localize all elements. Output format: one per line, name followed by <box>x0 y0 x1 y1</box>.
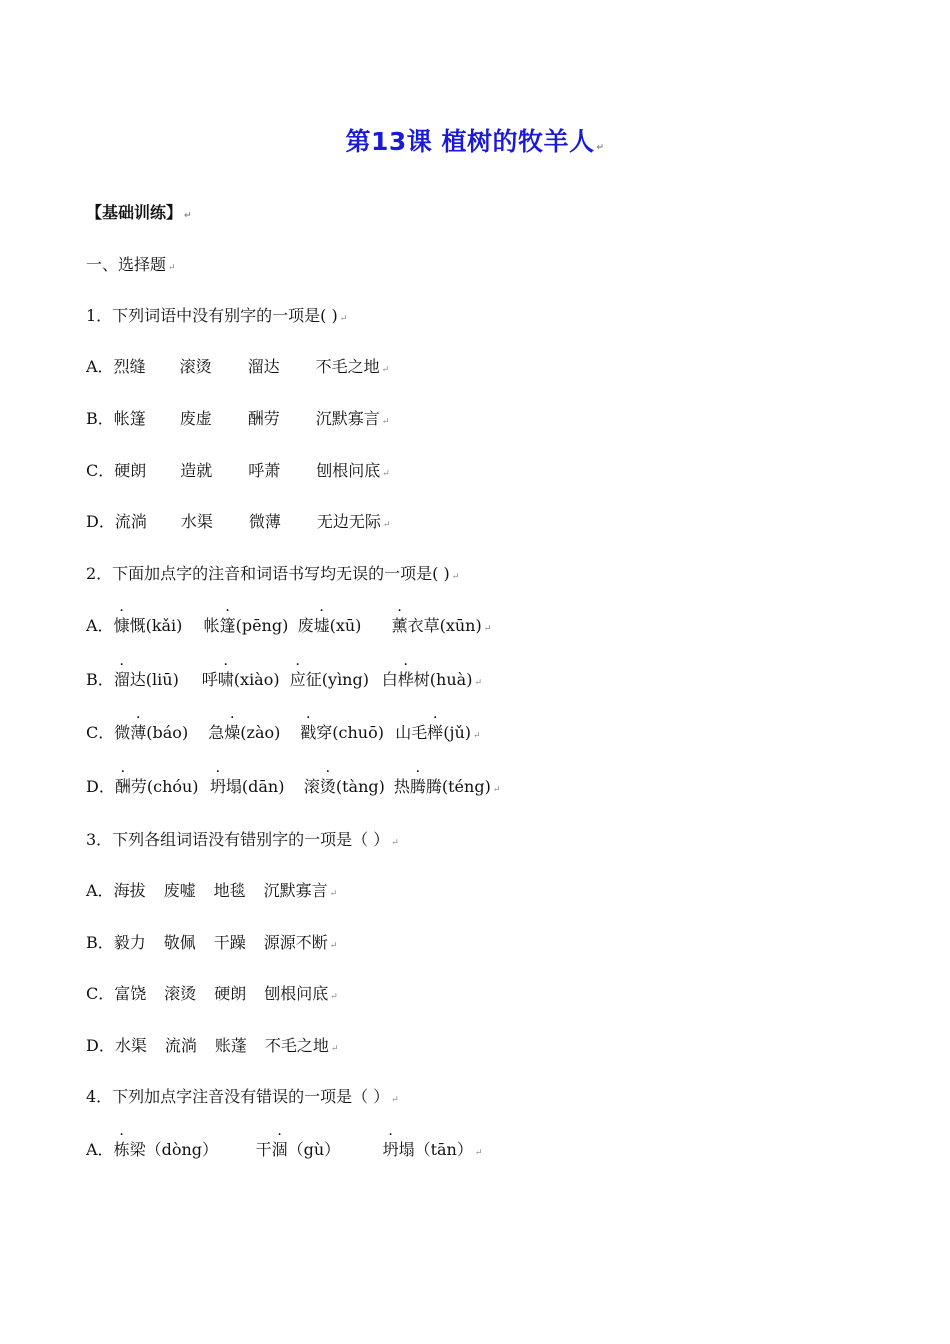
q2-option-b: B．溜达(liū) 呼啸(xiào) 应征(yìng) 白桦树(huà) ↵ <box>86 670 482 689</box>
q1-stem: 1．下列词语中没有别字的一项是( ) ↵ <box>86 306 348 325</box>
q1-option-a: A．烈缝 滚烫 溜达 不毛之地 ↵ <box>86 357 390 376</box>
q1-option-d: D．流淌 水渠 微薄 无边无际 ↵ <box>86 512 391 531</box>
q4-stem: 4．下列加点字注音没有错误的一项是（ ） ↵ <box>86 1087 399 1106</box>
page-title: 第13课 植树的牧羊人 ↵ <box>345 127 605 156</box>
q3-option-c: C．富饶 滚烫 硬朗 刨根问底 ↵ <box>86 984 338 1003</box>
q1-option-c: C．硬朗 造就 呼萧 刨根问底 ↵ <box>86 461 390 480</box>
q2-option-d: D．酬劳(chóu) 坍塌(dān) 滚烫(tàng) 热腾腾(téng) ↵ <box>86 777 501 796</box>
q3-stem: 3．下列各组词语没有错别字的一项是（ ） ↵ <box>86 830 399 849</box>
q3-option-d: D．水渠 流淌 账蓬 不毛之地 ↵ <box>86 1036 339 1055</box>
part-one-heading: 一、选择题 ↵ <box>86 255 176 274</box>
q3-option-a: A．海拔 废嘘 地毯 沉默寡言 ↵ <box>86 881 338 900</box>
q3-option-b: B．毅力 敬佩 干躁 源源不断 ↵ <box>86 933 338 952</box>
section-header: 【基础训练】 ↵ <box>86 203 192 222</box>
q2-option-a: A．慷慨(kǎi) 帐篷(pēng) 废墟(xū) 薰衣草(xūn) ↵ <box>86 616 492 635</box>
q4-option-a: A．栋梁（dòng） 干涸（gù） 坍塌（tān） ↵ <box>86 1140 483 1159</box>
q1-option-b: B．帐篷 废虚 酬劳 沉默寡言 ↵ <box>86 409 390 428</box>
q2-option-c: C．微薄(báo) 急燥(zào) 戳穿(chuō) 山毛榉(jǔ) ↵ <box>86 723 481 742</box>
q2-stem: 2．下面加点字的注音和词语书写均无误的一项是( ) ↵ <box>86 564 460 583</box>
